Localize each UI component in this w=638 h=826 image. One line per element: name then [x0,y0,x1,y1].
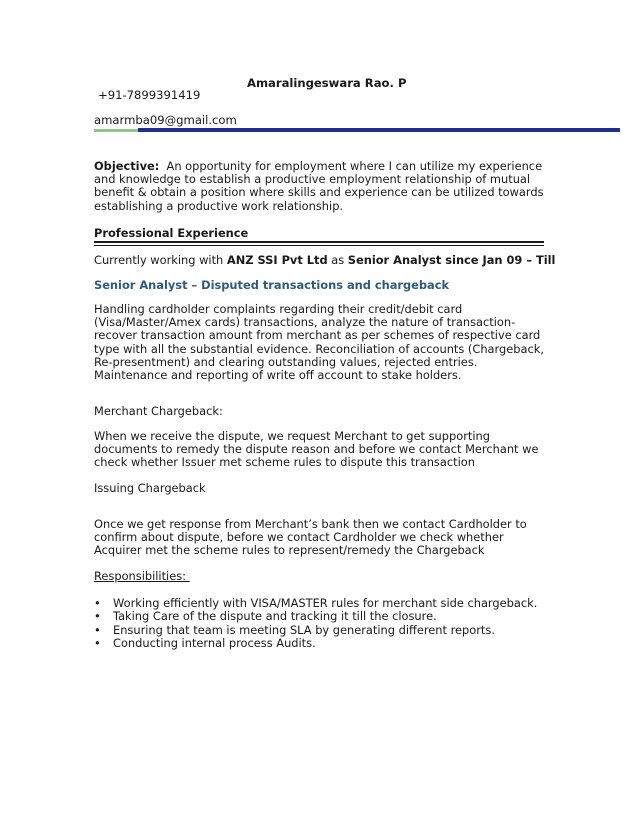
bullet-icon: • [94,596,101,610]
current-prefix: Currently working with [94,253,227,267]
list-item: • Conducting internal process Audits. [94,636,316,651]
bullet-icon: • [94,622,101,637]
objective-text: An opportunity for employment where I can utilize my experience and knowledge to establish a productive employment relationship of mutual benefit & obtain a position where skills and experience can be utilized towards establishing a productive work relationship. [94,159,548,213]
issuing-chargeback-heading: Issuing Chargeback [94,481,206,495]
header-rule-accent [94,129,138,132]
section-divider [94,241,544,243]
email-address: amarmba09@gmail.com [94,113,237,127]
section-divider-thin [94,245,544,246]
list-item: • Ensuring that team is meeting SLA by generating different reports. [94,622,495,637]
role-title: Senior Analyst – Disputed transactions and chargeback [94,278,450,292]
current-employment [94,253,555,267]
merchant-chargeback-heading: Merchant Chargeback: [94,404,223,418]
objective-label: Objective: [94,159,160,173]
responsibilities-heading: Responsibilities: [94,569,190,583]
bullet-icon: • [94,636,101,651]
header-rule [138,128,620,132]
objective-paragraph [94,159,548,213]
bullet-icon: • [94,609,101,624]
list-item: • Working efficiently with VISA/MASTER rules for merchant side chargeback. [94,596,538,610]
responsibilities-list [94,597,554,651]
handling-paragraph: Handling cardholder complaints regarding their credit/debit card (Visa/Master/Amex cards) transactions, analyze the nature of transaction- recover transaction amount from merchant as per schemes of respective card type with all the substantial evidence. Reconciliation of accounts (Chargeback, Re-presentment) and clearing outstanding values, rejected entries. Maintenance and reporting of write off account to stake holders. [94,302,544,383]
position-since: Senior Analyst since Jan 09 – Till [347,253,556,267]
current-mid: as [327,253,348,267]
phone-number: +91-7899391419 [98,88,201,102]
merchant-chargeback-text: When we receive the dispute, we request Merchant to get supporting documents to remedy the dispute reason and before we contact Merchant we check whether Issuer met scheme rules to dispute this transaction [94,429,539,470]
company-name: ANZ SSI Pvt Ltd [226,253,328,267]
candidate-name: Amaralingeswara Rao. P [247,76,407,90]
issuing-chargeback-text: Once we get response from Merchant’s bank then we contact Cardholder to confirm about dispute, before we contact Cardholder we check whether Acquirer met the scheme rules to represent/remedy the Chargeback [94,517,527,558]
section-title-experience: Professional Experience [94,226,249,240]
list-item: • Taking Care of the dispute and tracking it till the closure. [94,609,437,624]
